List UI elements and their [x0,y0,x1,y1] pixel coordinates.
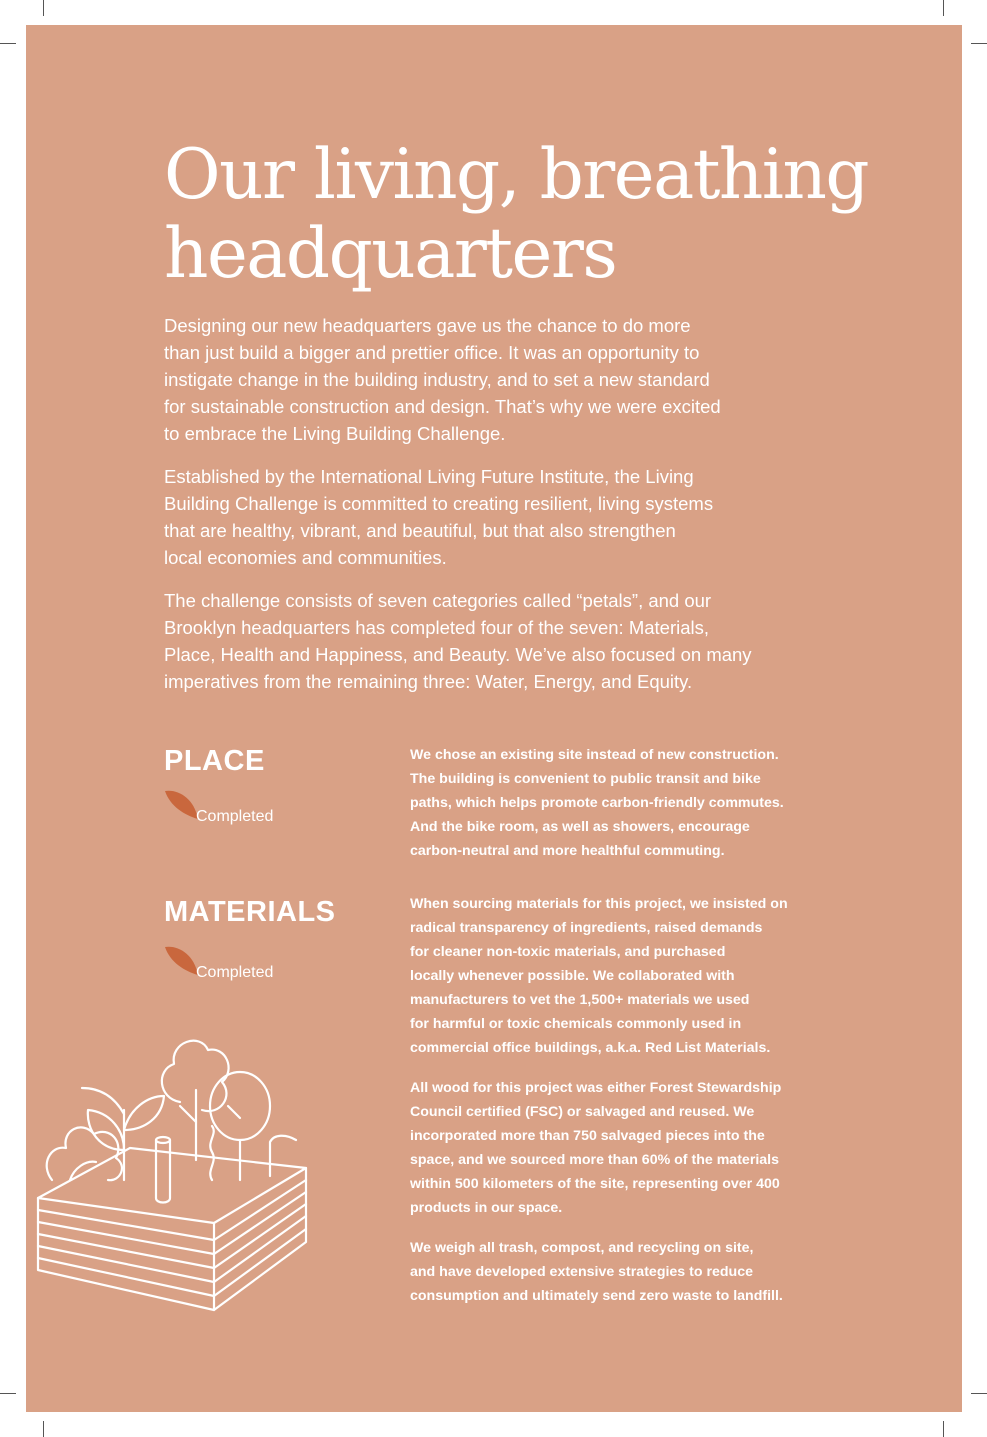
crop-mark [943,0,944,16]
title-line: headquarters [164,214,617,294]
intro-paragraph [164,587,814,695]
text-line: for harmful or toxic chemicals commonly used in [410,1016,742,1032]
text-line: manufacturers to vet the 1,500+ materials we used [410,992,750,1008]
text-line: When sourcing materials for this project, we insisted on [410,896,788,912]
text-line: within 500 kilometers of the site, representing over 400 [410,1176,780,1192]
body-paragraph [410,1076,830,1220]
text-line: consumption and ultimately send zero waste to landfill. [410,1288,783,1304]
page-title [164,136,868,294]
place-body [410,743,830,879]
leaf-icon [164,790,200,820]
crop-mark [943,1421,944,1437]
text-line: to embrace the Living Building Challenge. [164,423,506,444]
crop-mark [971,1393,987,1394]
text-line: Place, Health and Happiness, and Beauty. We’ve also focused on many [164,644,752,665]
crop-mark [43,1421,44,1437]
text-line: locally whenever possible. We collaborated with [410,968,735,984]
crop-mark [971,43,987,44]
text-line: imperatives from the remaining three: Water, Energy, and Equity. [164,671,693,692]
status-label: Completed [196,808,274,825]
text-line: Designing our new headquarters gave us the chance to do more [164,315,691,336]
crop-mark [43,0,44,16]
status-label: Completed [196,964,274,981]
intro-text [164,312,814,711]
text-line: for sustainable construction and design. That’s why we were excited [164,396,721,417]
crop-mark [0,43,16,44]
leaf-icon [164,946,200,976]
text-line: paths, which helps promote carbon-friendly commutes. [410,795,784,811]
text-line: All wood for this project was either Forest Stewardship [410,1080,782,1096]
text-line: Brooklyn headquarters has completed four of the seven: Materials, [164,617,710,638]
text-line: The challenge consists of seven categories called “petals”, and our [164,590,712,611]
text-line: Established by the International Living Future Institute, the Living [164,466,694,487]
planter-box-illustration [30,1030,330,1330]
text-line: radical transparency of ingredients, raised demands [410,920,763,936]
text-line: We weigh all trash, compost, and recycling on site, [410,1240,754,1256]
intro-paragraph [164,463,814,571]
materials-body [410,892,830,1324]
body-paragraph [410,1236,830,1308]
crop-mark [0,1393,16,1394]
title-line: Our living, breathing [164,135,869,215]
intro-paragraph [164,312,814,447]
text-line: commercial office buildings, a.k.a. Red List Materials. [410,1040,771,1056]
text-line: carbon-neutral and more healthful commuting. [410,843,725,859]
text-line: local economies and communities. [164,547,447,568]
text-line: than just build a bigger and prettier office. It was an opportunity to [164,342,700,363]
text-line: that are healthy, vibrant, and beautiful, but that also strengthen [164,520,676,541]
materials-status [164,946,304,986]
materials-heading: MATERIALS [164,896,336,928]
text-line: space, and we sourced more than 60% of the materials [410,1152,779,1168]
text-line: for cleaner non-toxic materials, and purchased [410,944,726,960]
text-line: And the bike room, as well as showers, encourage [410,819,750,835]
text-line: products in our space. [410,1200,563,1216]
text-line: instigate change in the building industry, and to set a new standard [164,369,710,390]
place-heading: PLACE [164,745,265,777]
text-line: and have developed extensive strategies to reduce [410,1264,754,1280]
text-line: incorporated more than 750 salvaged pieces into the [410,1128,765,1144]
body-paragraph [410,743,830,863]
body-paragraph [410,892,830,1060]
text-line: We chose an existing site instead of new construction. [410,747,779,763]
text-line: Building Challenge is committed to creating resilient, living systems [164,493,714,514]
text-line: Council certified (FSC) or salvaged and reused. We [410,1104,755,1120]
place-status [164,790,304,830]
text-line: The building is convenient to public transit and bike [410,771,761,787]
